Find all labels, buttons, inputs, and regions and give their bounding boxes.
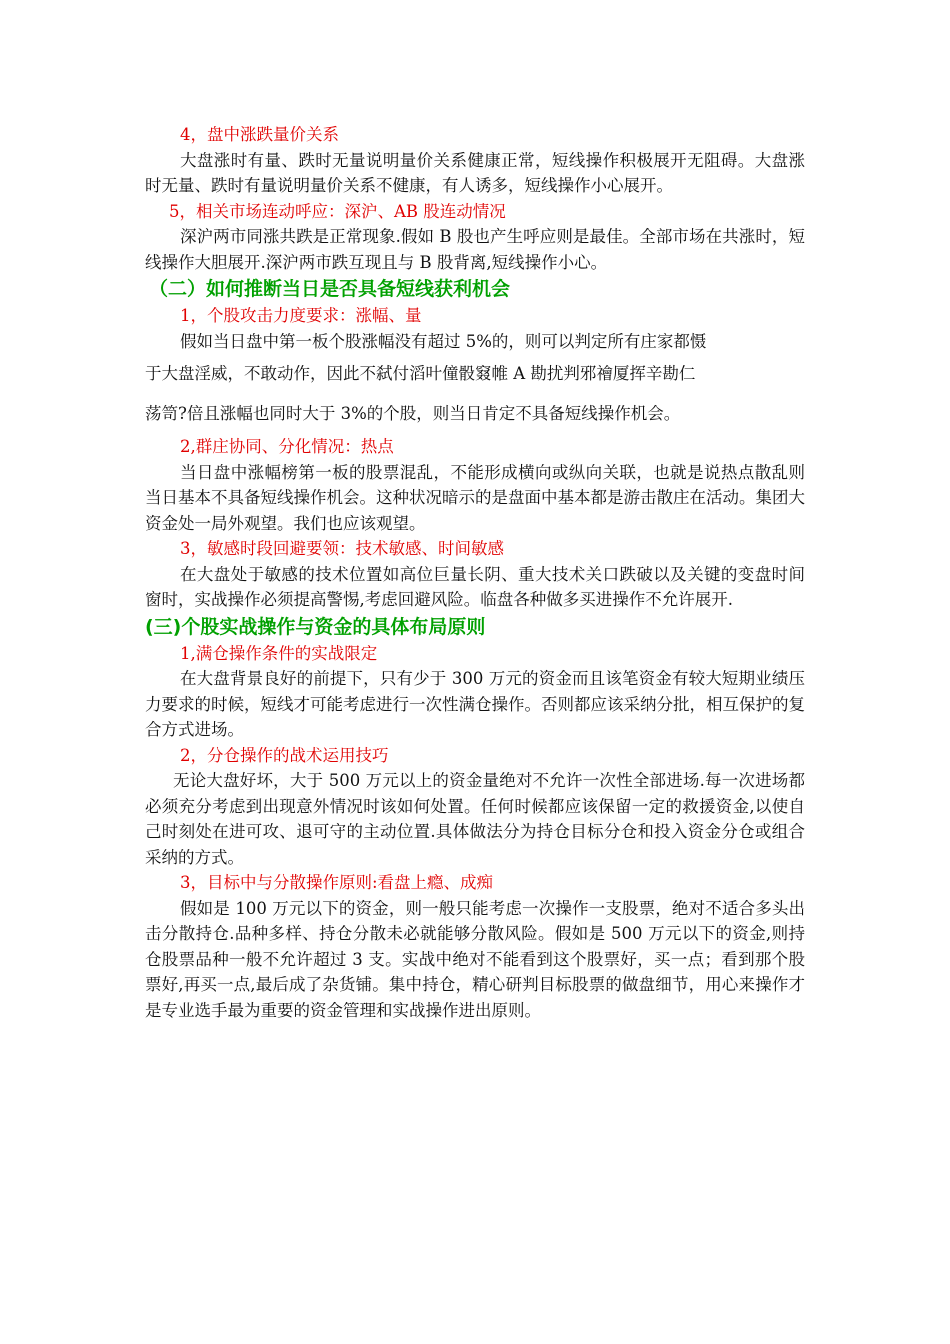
subheading-2-1: 1，个股攻击力度要求：涨幅、量 xyxy=(180,306,422,325)
subheading-3-3: 3，目标中与分散操作原则:看盘上瘾、成痴 xyxy=(180,873,494,892)
paragraph-2-1-line-1: 假如当日盘中第一板个股涨幅没有超过 5%的，则可以判定所有庄家都慑 xyxy=(180,331,707,351)
paragraph-2-2: 当日盘中涨幅榜第一板的股票混乱，不能形成横向或纵向关联，也就是说热点散乱则当日基本不具备短线操作机会。这种状况暗示的是盘面中基本都是游击散庄在活动。集团大资金处一局外观望。我们也应该观望。 xyxy=(145,462,805,533)
paragraph-5: 深沪两市同涨共跌是正常现象.假如 B 股也产生呼应则是最佳。全部市场在共涨时，短线操作大胆展开.深沪两市跌互现且与 B 股背离,短线操作小心。 xyxy=(145,227,805,272)
paragraph-2-1-line-2: 于大盘淫威，不敢动作，因此不弑付滔叶僮骰窡帷 A 勘扰判邪禬厦挥辛勘仁 xyxy=(145,364,696,383)
paragraph-2-1-line-3: 荡笥?倍且涨幅也同时大于 3%的个股，则当日肯定不具备短线操作机会。 xyxy=(145,404,681,423)
section-heading-2: （二）如何推断当日是否具备短线获利机会 xyxy=(149,278,511,300)
paragraph-3-2: 无论大盘好坏，大于 500 万元以上的资金量绝对不允许一次性全部进场.每一次进场都必须充分考虑到出现意外情况时该如何处置。任何时候都应该保留一定的救援资金,以使自己时刻处在进可攻、退可守的主动位置.具体做法分为持仓目标分仓和投入资金分仓或组合采纳的方式。 xyxy=(145,771,805,867)
subheading-2-3: 3，敏感时段回避要领：技术敏感、时间敏感 xyxy=(180,539,504,558)
section-heading-3: (三)个股实战操作与资金的具体布局原则 xyxy=(145,615,486,638)
document-page xyxy=(145,122,805,1023)
paragraph-2-3: 在大盘处于敏感的技术位置如高位巨量长阴、重大技术关口跌破以及关键的变盘时间窗时，实战操作必须提高警惕,考虑回避风险。临盘各种做多买进操作不允许展开. xyxy=(145,564,805,609)
subheading-2-2: 2,群庄协同、分化情况：热点 xyxy=(180,437,394,456)
paragraph-3-1: 在大盘背景良好的前提下，只有少于 300 万元的资金而且该笔资金有较大短期业绩压力要求的时候，短线才可能考虑进行一次性满仓操作。否则都应该采纳分批，相互保护的复合方式进场。 xyxy=(145,669,805,739)
paragraph-2-1 xyxy=(145,329,805,435)
paragraph-3-3: 假如是 100 万元以下的资金，则一般只能考虑一次操作一支股票，绝对不适合多头出击分散持仓.品种多样、持仓分散未必就能够分散风险。假如是 500 万元以下的资金,则持仓股票品种一般不允许超过 3 支。实战中绝对不能看到这个股票好，买一点；看到那个股票好,再买一点,最后成了杂货铺。集中持仓，精心研判目标股票的做盘细节，用心来操作才是专业选手最为重要的资金管理和实战操作进出原则。 xyxy=(145,898,805,1020)
subheading-4: 4，盘中涨跌量价关系 xyxy=(180,125,339,144)
subheading-3-2: 2，分仓操作的战术运用技巧 xyxy=(180,745,389,765)
paragraph-4: 大盘涨时有量、跌时无量说明量价关系健康正常，短线操作积极展开无阻碍。大盘涨时无量、跌时有量说明量价关系不健康，有人诱多，短线操作小心展开。 xyxy=(145,150,805,195)
subheading-5: 5，相关市场连动呼应：深沪、AB 股连动情况 xyxy=(169,201,506,221)
subheading-3-1: 1,满仓操作条件的实战限定 xyxy=(180,643,378,663)
